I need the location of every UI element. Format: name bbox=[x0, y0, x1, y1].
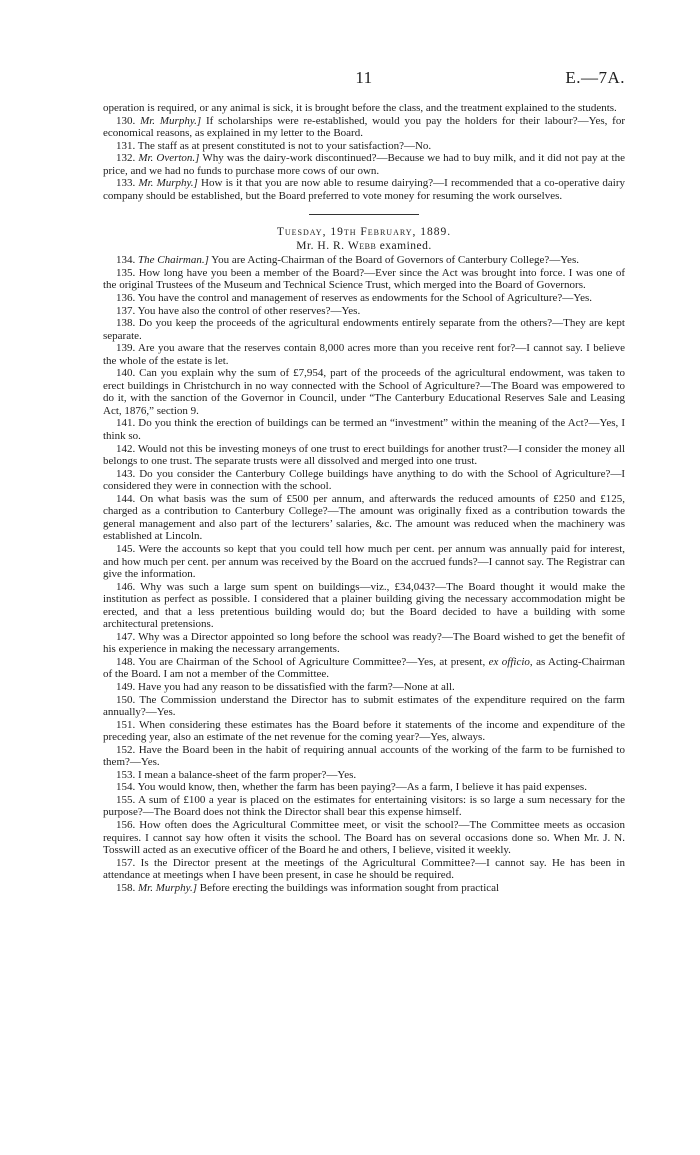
question-text: 148. You are Chairman of the School of Agriculture Committee?—Yes, at present, bbox=[116, 655, 489, 668]
witness-prefix: Mr. H. R. bbox=[296, 240, 348, 253]
paragraph-continuation: operation is required, or any animal is sick, it is brought before the class, and the treatment explained to the students. bbox=[103, 102, 617, 114]
paragraph-q138: 138. Do you keep the proceeds of the agricultural endowments entirely separate from the others?—They are kept separate. bbox=[103, 317, 625, 342]
question-text: You are Acting-Chairman of the Board of Governors of Canterbury College?—Yes. bbox=[208, 254, 579, 267]
paragraph-q130 bbox=[103, 115, 625, 140]
paragraph-q134 bbox=[103, 254, 625, 267]
paragraph-q156: 156. How often does the Agricultural Committee meet, or visit the school?—The Committee meets as occasion requires. I cannot say how often it visits the school. The Board has on several occasions done so. When Mr. J. N. Tosswill acted as an executive officer of the Board he and others, I believe, visited it weekly. bbox=[103, 818, 625, 857]
paragraph-q150: 150. The Commission understand the Director has to submit estimates of the expenditure required on the farm annually?—Yes. bbox=[103, 693, 625, 719]
paragraph-q154: 154. You would know, then, whether the farm has been paying?—As a farm, I believe it has paid expenses. bbox=[116, 781, 587, 794]
question-number: 133. bbox=[116, 177, 136, 190]
paragraph-q133 bbox=[103, 177, 625, 202]
paragraph-q142: 142. Would not this be investing moneys of one trust to erect buildings for another trust?—I consider the money all belongs to one trust. The separate trusts were all dissolved and merged into one trust. bbox=[103, 442, 625, 468]
question-text: Why was the dairy-work discontinued?—Because we had to buy milk, and it did not pay at the price, and we had no funds to purchase more cows of our own. bbox=[103, 152, 625, 177]
paragraph-q144: 144. On what basis was the sum of £500 per annum, and afterwards the reduced amounts of £250 and £125, charged as a contribution to Canterbury College?—The amount was originally fixed as a contribution towards the general management and also part of the lecturers’ salaries, &c. The amount was reduced when the machinery was established at Lincoln. bbox=[103, 492, 625, 543]
paragraph-q155: 155. A sum of £100 a year is placed on the estimates for entertaining visitors: is so large a sum necessary for the purpose?—The Board does not think the Director shall bear this expense himself. bbox=[103, 793, 625, 819]
page-number: 11 bbox=[355, 68, 373, 87]
paragraph-q151: 151. When considering these estimates has the Board before it statements of the income and expenditure of the preceding year, also an estimate of the net revenue for the coming year?—Yes, always. bbox=[103, 718, 625, 744]
paragraph-q137: 137. You have also the control of other reserves?—Yes. bbox=[116, 304, 361, 317]
answer-text: , as Acting-Chairman of the Board. I am not a member of the Committee. bbox=[103, 655, 625, 681]
question-number: 158. bbox=[116, 881, 136, 894]
question-number: 130. bbox=[116, 114, 136, 127]
paragraph-q158 bbox=[103, 882, 625, 895]
paragraph-q152: 152. Have the Board been in the habit of requiring annual accounts of the working of the farm to be furnished to them?—Yes. bbox=[103, 743, 625, 769]
question-text: If scholarships were re-established, would you pay the holders for their labour?—Yes, for economical reasons, as explained in my letter to the Board. bbox=[103, 114, 626, 140]
speaker: Mr. Murphy.] bbox=[138, 881, 197, 894]
speaker: Mr. Murphy.] bbox=[138, 177, 198, 190]
paragraph-q132 bbox=[103, 152, 625, 177]
witness-suffix: examined. bbox=[376, 240, 432, 253]
paragraph-q149: 149. Have you had any reason to be dissatisfied with the farm?—None at all. bbox=[116, 680, 455, 693]
paragraph-q135: 135. How long have you been a member of the Board?—Ever since the Act was brought into force. I was one of the original Trustees of the Museum and Technical Science Trust, which merged into the Board of Governors. bbox=[103, 266, 625, 292]
paragraph-q136: 136. You have the control and management of reserves as endowments for the School of Agriculture?—Yes. bbox=[116, 292, 593, 305]
speaker: Mr. Murphy.] bbox=[140, 114, 202, 127]
question-text: Before erecting the buildings was information sought from practical bbox=[196, 881, 500, 894]
witness-heading bbox=[103, 239, 625, 253]
question-number: 132. bbox=[116, 152, 136, 165]
speaker: The Chairman.] bbox=[138, 254, 209, 267]
witness-surname: Webb bbox=[347, 240, 377, 253]
paragraph-q131: 131. The staff as at present constituted is not to your satisfaction?—No. bbox=[116, 139, 432, 152]
paragraph-q145: 145. Were the accounts so kept that you could tell how much per cent. per annum was annually paid for interest, and how much per cent. per annum was received by the Board on the accrued funds?—I cannot say. The Registrar can give the information. bbox=[103, 542, 625, 581]
document-page bbox=[103, 68, 625, 894]
paragraph-q146: 146. Why was such a large sum spent on buildings—viz., £34,043?—The Board thought it would make the institution as perfect as possible. I considered that a plainer building giving the necessary accommodation might be erected, and that a less pretentious building would do; but the Board decided to have a building with some architectural pretensions. bbox=[103, 580, 625, 631]
body-text bbox=[103, 102, 625, 894]
speaker: Mr. Overton.] bbox=[138, 152, 200, 165]
session-date-heading: Tuesday, 19th February, 1889. bbox=[276, 226, 452, 239]
section-divider bbox=[309, 214, 419, 215]
paragraph-q148 bbox=[103, 656, 625, 681]
question-text: How is it that you are now able to resume dairying?—I recommended that a co-operative dairy company should be established, but the Board preferred to vote money for resuming the work ourselves. bbox=[103, 177, 625, 202]
page-header bbox=[103, 68, 625, 92]
paragraph-q141: 141. Do you think the erection of buildings can be termed an “investment” within the meaning of the Act?—Yes, I think so. bbox=[103, 417, 625, 443]
paragraph-q157: 157. Is the Director present at the meetings of the Agricultural Committee?—I cannot say. He has been in attendance at meetings when I have been present, in case he should be required. bbox=[103, 856, 625, 882]
section-mark: E.—7A. bbox=[565, 68, 625, 87]
paragraph-q147: 147. Why was a Director appointed so long before the school was ready?—The Board wished to get the benefit of his experience in making the necessary arrangements. bbox=[103, 630, 625, 656]
paragraph-q153: 153. I mean a balance-sheet of the farm proper?—Yes. bbox=[116, 768, 357, 781]
paragraph-q139: 139. Are you aware that the reserves contain 8,000 acres more than you receive rent for?—I cannot say. I believe the whole of the estate is let. bbox=[103, 342, 625, 367]
question-number: 134. bbox=[116, 254, 136, 267]
paragraph-q140: 140. Can you explain why the sum of £7,954, part of the proceeds of the agricultural endowment, was taken to erect buildings in Christchurch in no way connected with the School of Agriculture?—The Board was empowered to do it, with the sanction of the Governor in Council, under “The Canterbury Educational Reserves Sale and Leasing Act, 1876,” section 9. bbox=[103, 367, 625, 417]
paragraph-q143: 143. Do you consider the Canterbury College buildings have anything to do with the School of Agriculture?—I considered they were in connection with the school. bbox=[103, 467, 625, 493]
italic-phrase: ex officio bbox=[488, 655, 530, 668]
